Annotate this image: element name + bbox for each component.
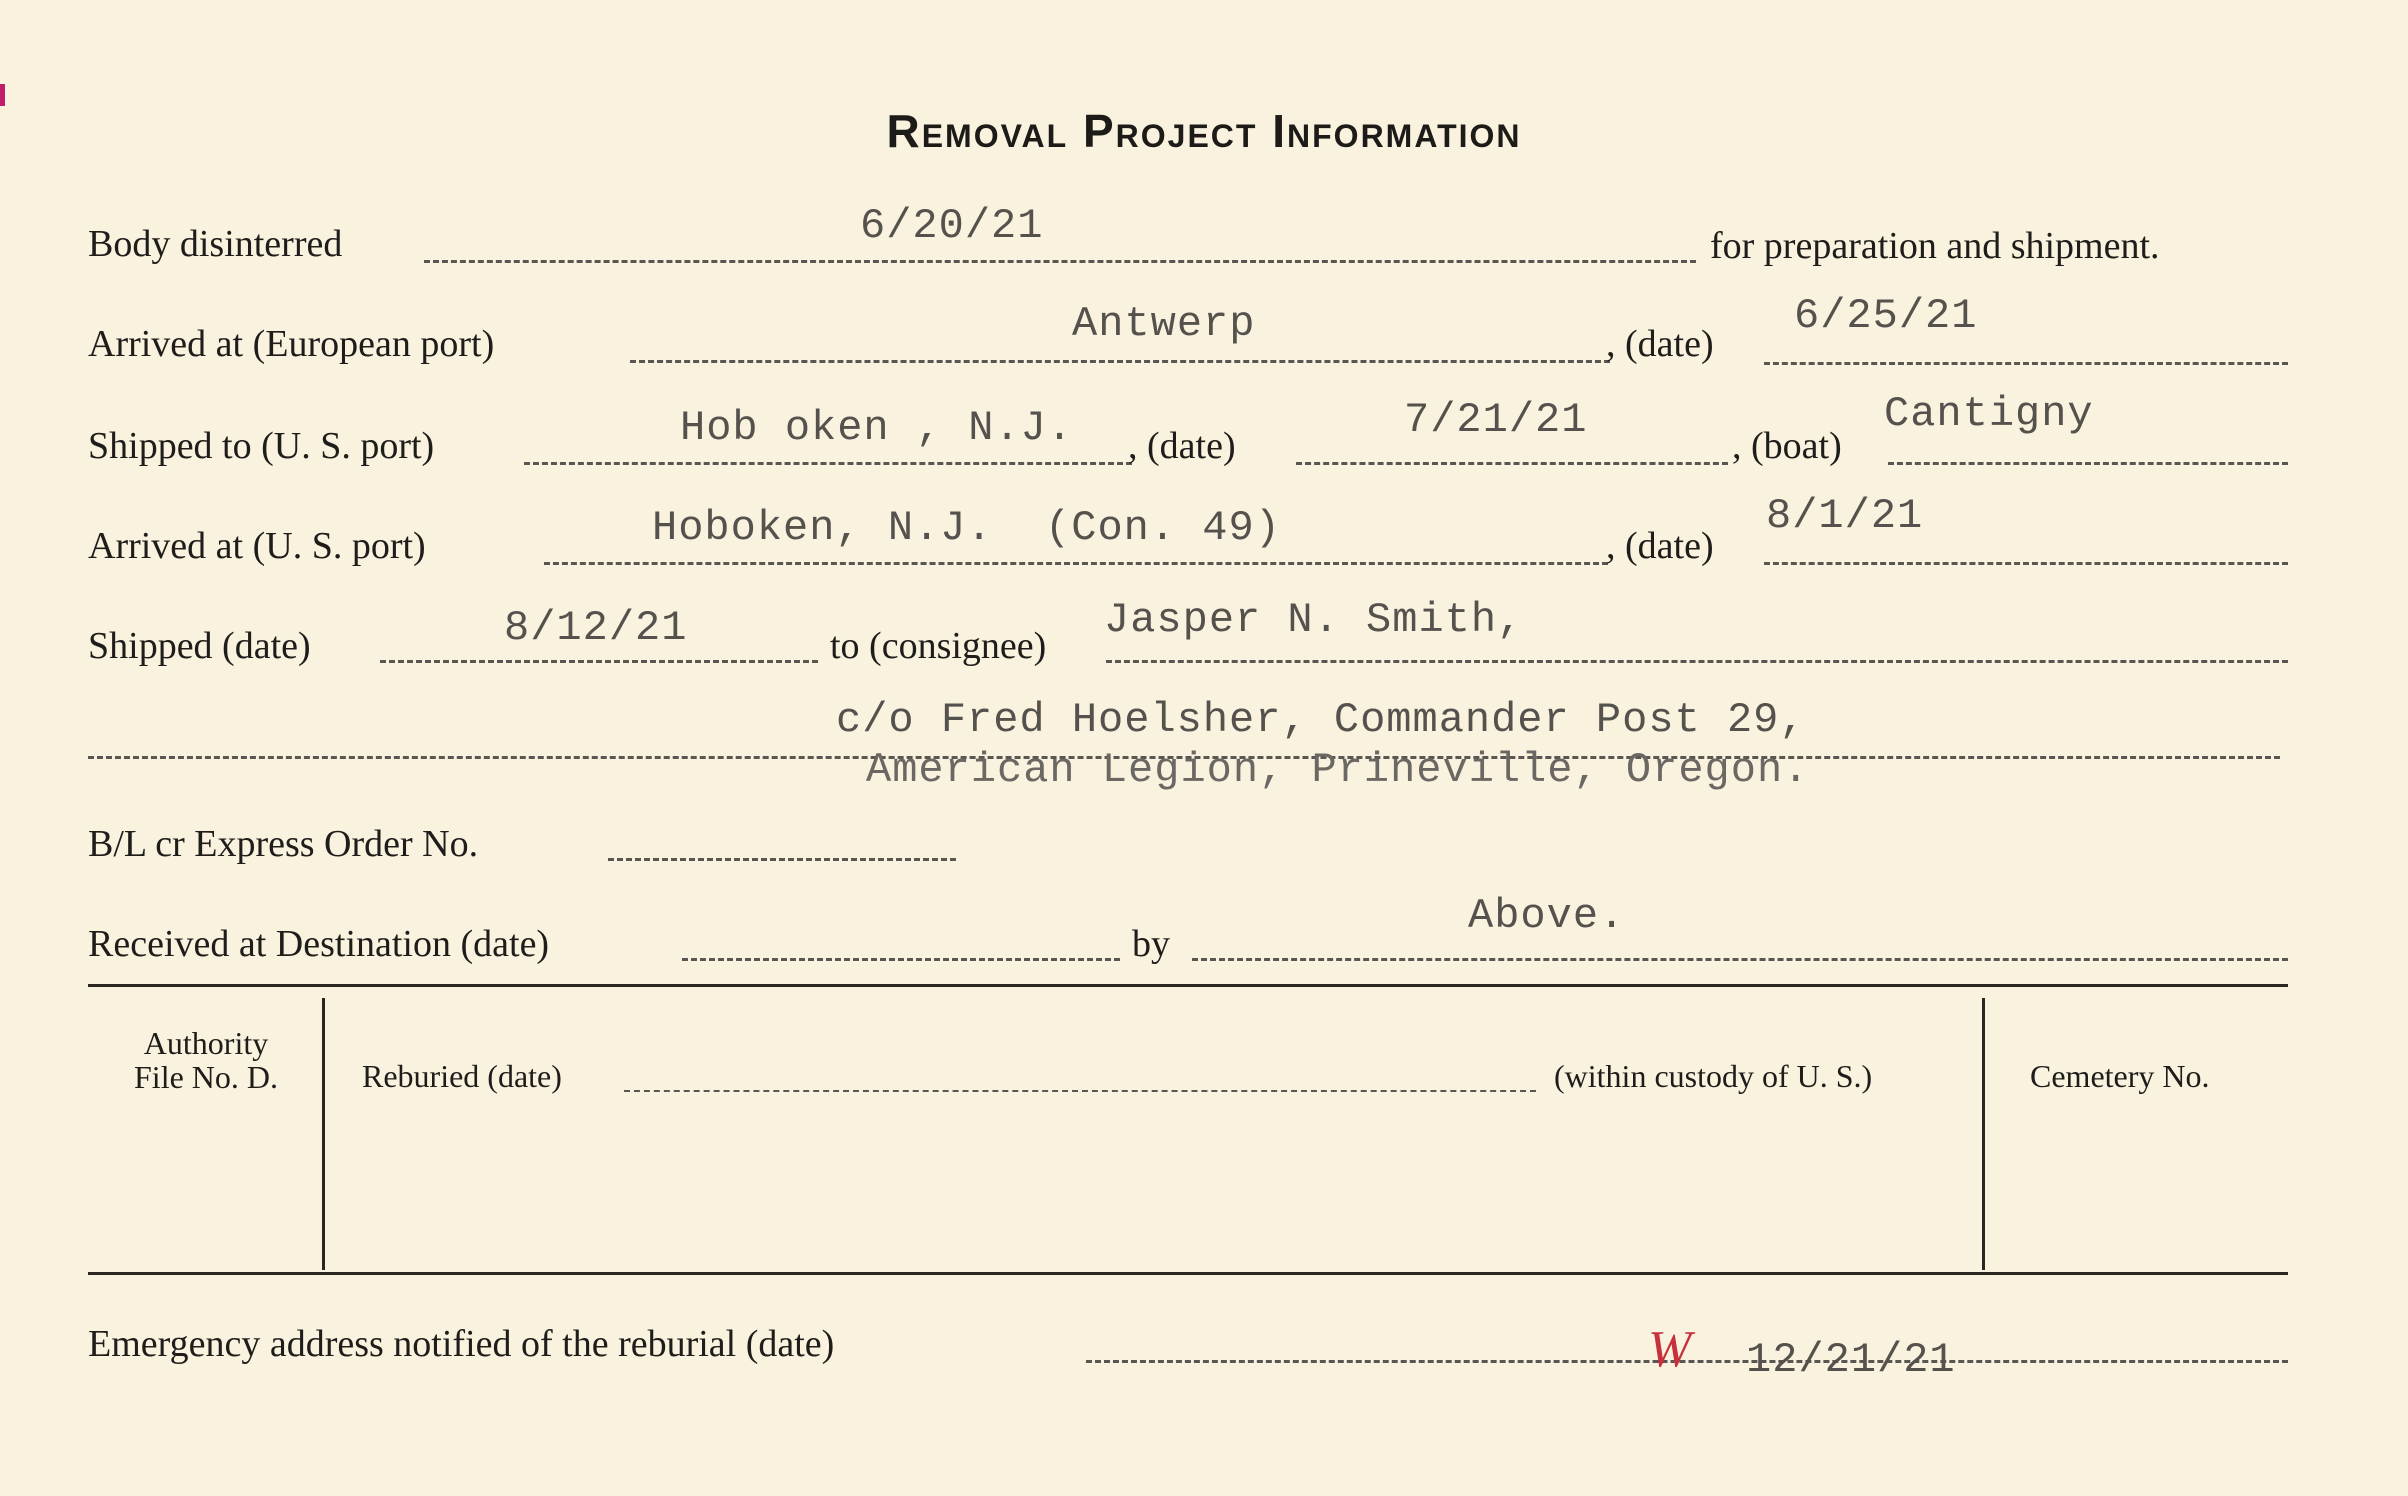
box-divider-right: [1982, 998, 1985, 1270]
card-title: Removal Project Information: [886, 105, 1522, 157]
received-label: Received at Destination (date): [88, 923, 550, 965]
reburied-label: Reburied (date): [362, 1058, 562, 1094]
authority-label-line2: File No. D.: [134, 1059, 278, 1095]
shipped-us-label: Shipped to (U. S. port): [88, 425, 435, 467]
emergency-date: 12/21/21: [1746, 1336, 1956, 1384]
shipped-date-label: Shipped (date): [88, 625, 311, 667]
shipped-date-line: [380, 660, 818, 663]
authority-label-line1: Authority: [143, 1025, 269, 1061]
shipped-us-date: 7/21/21: [1404, 396, 1588, 444]
bl-order-label: B/L cr Express Order No.: [88, 823, 479, 865]
arrived-european-date-label: , (date): [1606, 323, 1714, 365]
body-disinterred-suffix: for preparation and shipment.: [1710, 225, 2160, 267]
address-line1: c/o Fred Hoelsher, Commander Post 29,: [836, 696, 1806, 744]
red-handwritten-mark: W: [1648, 1321, 1692, 1378]
arrived-european-label: Arrived at (European port): [88, 323, 495, 365]
arrived-european-line: [630, 360, 1610, 363]
shipped-us-line: [524, 462, 1132, 465]
bl-order-line: [608, 858, 956, 861]
box-top-line: [88, 984, 2288, 987]
received-by-label: by: [1132, 923, 1170, 965]
shipped-us-date-label: , (date): [1128, 425, 1236, 467]
consignee-line: [1106, 660, 2288, 663]
arrived-european-date-line: [1764, 362, 2288, 365]
edge-mark: [0, 84, 5, 106]
authority-label: [96, 1026, 316, 1094]
received-date-line: [682, 958, 1120, 961]
shipped-date: 8/12/21: [504, 604, 688, 652]
arrived-european-value: Antwerp: [1072, 300, 1256, 348]
body-disinterred-line: [424, 260, 1696, 263]
arrived-us-value: Hoboken, N.J. (Con. 49): [652, 504, 1281, 552]
shipped-us-boat-line: [1888, 462, 2288, 465]
consignee-label: to (consignee): [830, 625, 1047, 667]
received-by-line: [1192, 958, 2288, 961]
body-disinterred-label: Body disinterred: [88, 223, 343, 265]
arrived-us-date-label: , (date): [1606, 525, 1714, 567]
arrived-us-line: [544, 562, 1608, 565]
shipped-us-value: Hob oken , N.J.: [680, 404, 1074, 452]
received-by-value: Above.: [1468, 892, 1626, 940]
arrived-us-date: 8/1/21: [1766, 492, 1924, 540]
consignee-value: Jasper N. Smith,: [1104, 596, 1524, 644]
shipped-us-boat-label: , (boat): [1732, 425, 1842, 467]
address-line2: American Legion, Prineville, Oregon.: [866, 746, 1810, 794]
arrived-us-date-line: [1764, 562, 2288, 565]
emergency-label: Emergency address notified of the reburial (date): [88, 1323, 835, 1365]
reburied-line: [624, 1090, 1536, 1092]
arrived-european-date: 6/25/21: [1794, 292, 1978, 340]
custody-label: (within custody of U. S.): [1554, 1058, 1873, 1094]
cemetery-label: Cemetery No.: [2030, 1058, 2210, 1094]
box-bottom-line: [88, 1272, 2288, 1275]
shipped-us-boat: Cantigny: [1884, 390, 2094, 438]
arrived-us-label: Arrived at (U. S. port): [88, 525, 426, 567]
shipped-us-date-line: [1296, 462, 1728, 465]
box-divider-left: [322, 998, 325, 1270]
body-disinterred-value: 6/20/21: [860, 202, 1044, 250]
